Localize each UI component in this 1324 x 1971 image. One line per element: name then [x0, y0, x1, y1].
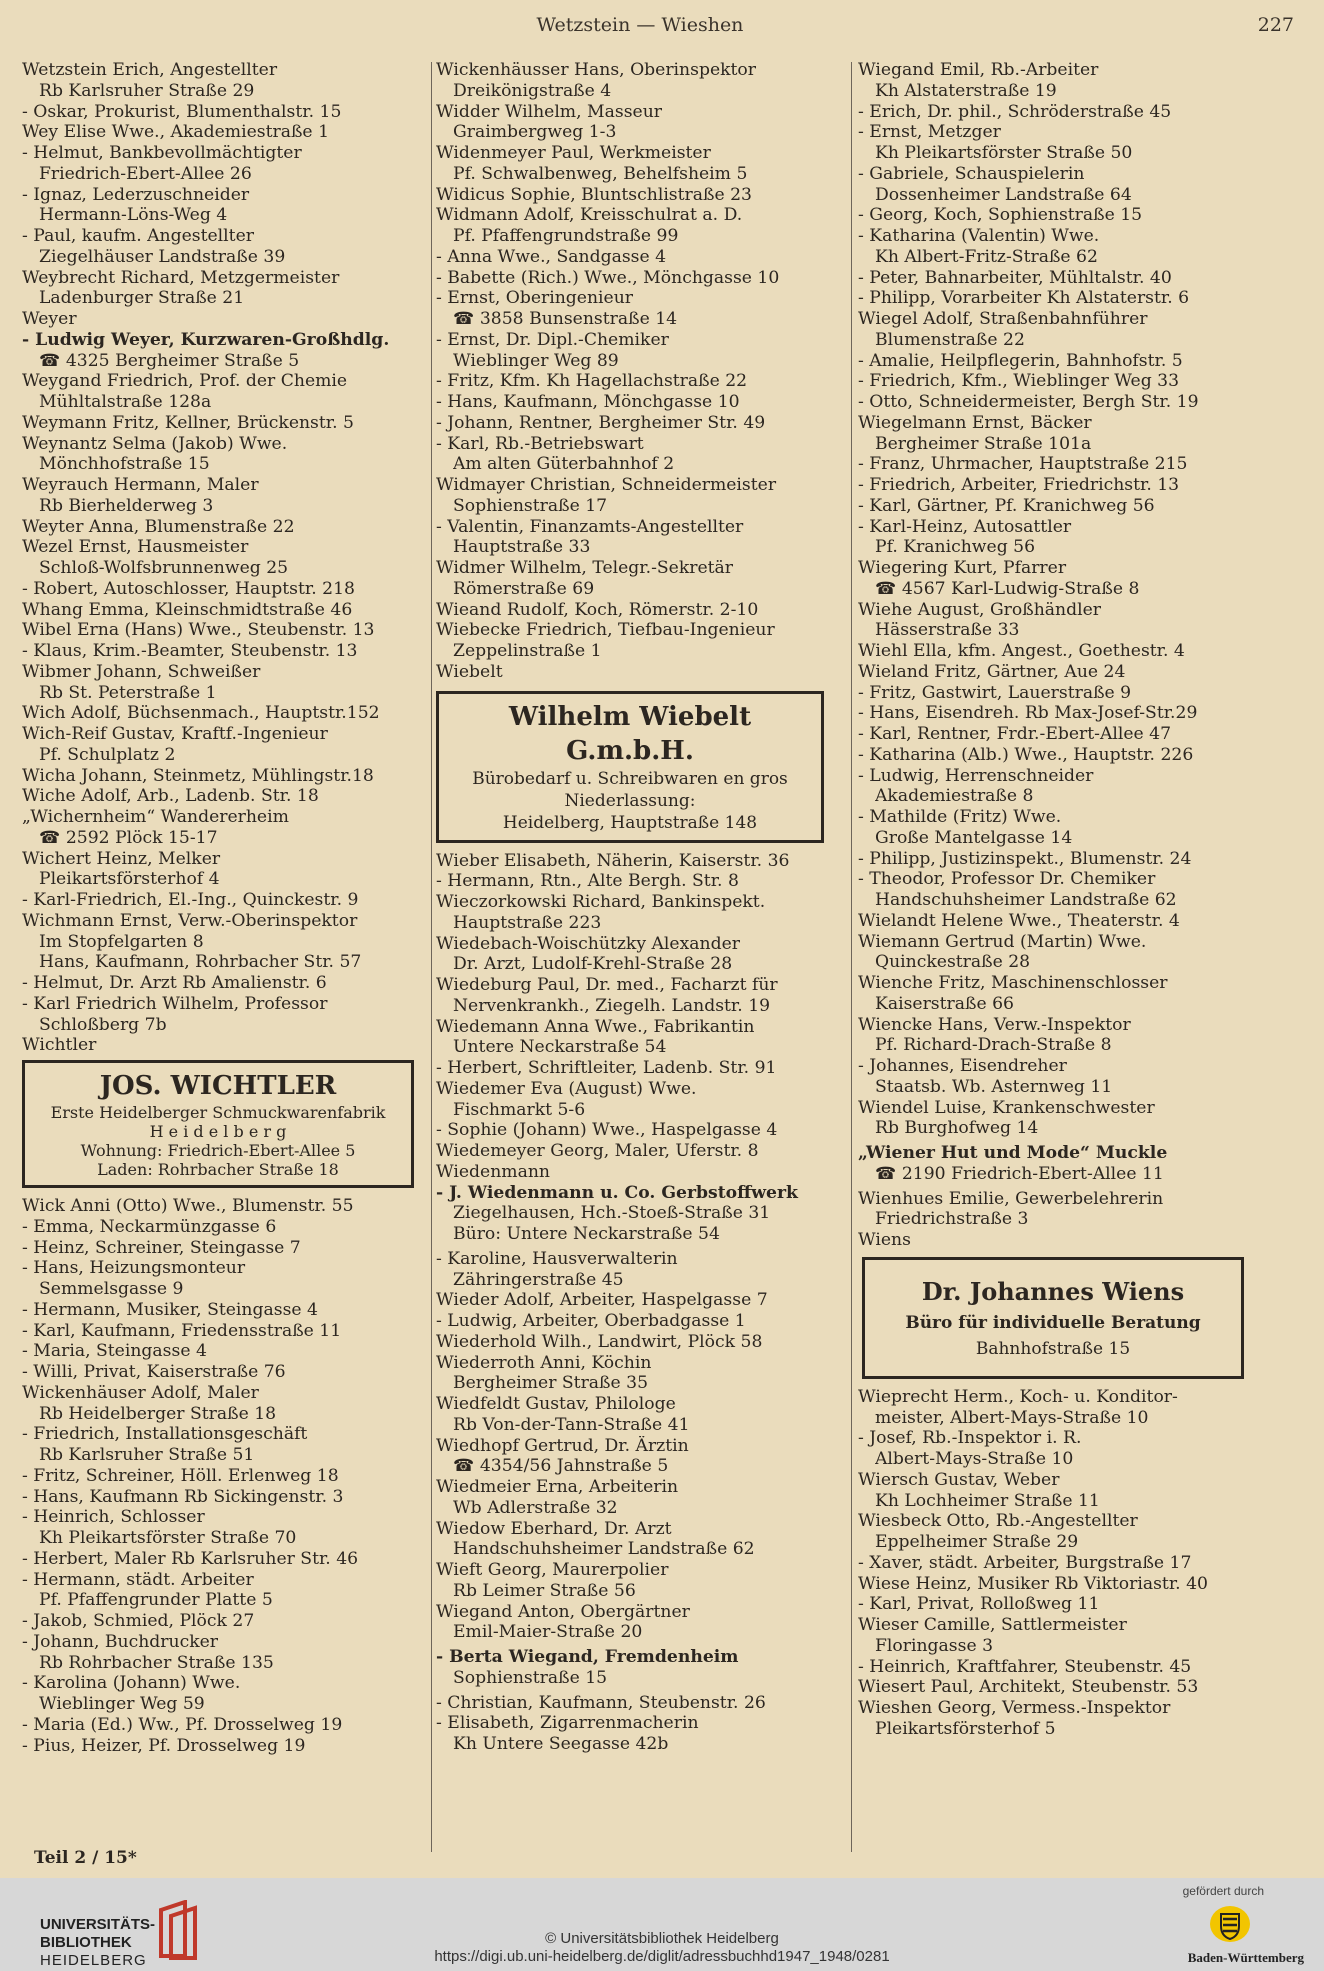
directory-entry: - Karl, Rentner, Frdr.-Ebert-Allee 47 — [858, 724, 1172, 744]
advertisement-line: Laden: Rohrbacher Straße 18 — [97, 1160, 339, 1179]
directory-entry: - Christian, Kaufmann, Steubenstr. 26 — [436, 1692, 766, 1713]
directory-entry: - Johannes, Eisendreher — [858, 1056, 1067, 1076]
advertisement-line: Büro für individuelle Beratung — [905, 1312, 1201, 1333]
directory-entry: Wicha Johann, Steinmetz, Mühlingstr.18 — [22, 765, 374, 786]
directory-entry: Wich-Reif Gustav, Kraftf.-Ingenieur — [22, 724, 328, 744]
directory-entry: - Hans, Kaufmann, Mönchgasse 10 — [436, 392, 740, 412]
directory-entry: Weyer — [22, 309, 77, 329]
directory-entry-continuation: Wieblinger Weg 89 — [453, 350, 619, 371]
section-footnote: Teil 2 / 15* — [34, 1848, 137, 1868]
directory-entry: Wetzstein Erich, Angestellter — [22, 60, 278, 80]
directory-entry: - Hermann, Musiker, Steingasse 4 — [22, 1299, 318, 1320]
directory-entry-continuation: Rb Karlsruher Straße 51 — [39, 1445, 255, 1465]
directory-entry-continuation: ☎ 4567 Karl-Ludwig-Straße 8 — [875, 578, 1140, 599]
directory-entry: - Philipp, Justizinspekt., Blumenstr. 24 — [858, 848, 1192, 869]
directory-entry: Wiegelmann Ernst, Bäcker — [858, 412, 1092, 433]
directory-entry: Wieland Fritz, Gärtner, Aue 24 — [858, 661, 1126, 682]
directory-entry: - Herbert, Maler Rb Karlsruher Str. 46 — [22, 1548, 359, 1569]
directory-entry: Wiendel Luise, Krankenschwester — [858, 1097, 1155, 1118]
directory-entry: Wiersch Gustav, Weber — [858, 1469, 1060, 1490]
directory-entry-continuation: Pf. Pfaffengrunder Platte 5 — [39, 1590, 273, 1611]
directory-entry: - Johann, Buchdrucker — [22, 1631, 219, 1652]
directory-entry: Wiedhopf Gertrud, Dr. Ärztin — [436, 1435, 689, 1456]
directory-entry: - Klaus, Krim.-Beamter, Steubenstr. 13 — [22, 641, 358, 661]
directory-entry-continuation: Kh Pleikartsförster Straße 50 — [875, 143, 1133, 163]
directory-entry: - Karl Friedrich Wilhelm, Professor — [22, 993, 328, 1014]
source-url-link[interactable]: https://digi.ub.uni-heidelberg.de/diglit/adressbuchhd1947_1948/0281 — [434, 1948, 890, 1965]
directory-entry: - Ludwig, Arbeiter, Oberbadgasse 1 — [436, 1311, 746, 1331]
directory-entry: Wichmann Ernst, Verw.-Oberinspektor — [22, 910, 358, 931]
directory-entry-continuation: Zähringerstraße 45 — [453, 1269, 624, 1290]
directory-entry-continuation: Akademiestraße 8 — [875, 786, 1034, 807]
directory-entry: Wienche Fritz, Maschinenschlosser — [858, 973, 1168, 993]
directory-entry: Wickenhäuser Adolf, Maler — [22, 1382, 259, 1403]
directory-entry: - Heinz, Schreiner, Steingasse 7 — [22, 1237, 301, 1258]
directory-entry: Wiedow Eberhard, Dr. Arzt — [436, 1518, 672, 1539]
directory-entry: - Hermann, Rtn., Alte Bergh. Str. 8 — [436, 871, 739, 892]
directory-entry: Wiens — [858, 1230, 911, 1250]
directory-entry-continuation: Pf. Schwalbenweg, Behelfsheim 5 — [453, 163, 748, 184]
directory-entry: Widenmeyer Paul, Werkmeister — [436, 143, 711, 163]
directory-entry: Wieber Elisabeth, Näherin, Kaiserstr. 36 — [436, 850, 790, 871]
directory-entry: - Robert, Autoschlosser, Hauptstr. 218 — [22, 578, 355, 599]
directory-entry-continuation: Hauptstraße 223 — [453, 912, 602, 933]
sponsor-label: gefördert durch — [1182, 1884, 1264, 1898]
directory-entry: Wienhues Emilie, Gewerbelehrerin — [858, 1188, 1164, 1209]
directory-entry-continuation: Pf. Kranichweg 56 — [875, 537, 1036, 558]
directory-entry: Wieczorkowski Richard, Bankinspekt. — [436, 892, 766, 912]
directory-entry: Wiesbeck Otto, Rb.-Angestellter — [858, 1511, 1138, 1532]
directory-entry: - Otto, Schneidermeister, Bergh Str. 19 — [858, 392, 1199, 412]
directory-entry-continuation: Sophienstraße 15 — [453, 1667, 608, 1688]
library-name-line2: BIBLIOTHEK — [40, 1934, 132, 1951]
directory-entry-continuation: ☎ 3858 Bunsenstraße 14 — [453, 309, 678, 329]
directory-entry-continuation: Fischmarkt 5-6 — [453, 1099, 586, 1120]
directory-entry: - Helmut, Bankbevollmächtigter — [22, 143, 302, 163]
directory-entry-continuation: Quinckestraße 28 — [875, 952, 1031, 973]
directory-entry: - Fritz, Gastwirt, Lauerstraße 9 — [858, 682, 1132, 703]
directory-entry: - Ernst, Metzger — [858, 122, 1001, 143]
directory-entry-continuation: Hauptstraße 33 — [453, 537, 591, 558]
directory-entry-continuation: Kh Lochheimer Straße 11 — [875, 1490, 1100, 1511]
directory-entry: Widmann Adolf, Kreisschulrat a. D. — [436, 205, 743, 226]
directory-entry: Widmer Wilhelm, Telegr.-Sekretär — [436, 558, 734, 578]
directory-entry: Wieshen Georg, Vermess.-Inspektor — [858, 1698, 1171, 1718]
directory-entry-continuation: Große Mantelgasse 14 — [875, 827, 1073, 848]
directory-entry: Wieprecht Herm., Koch- u. Konditor- — [858, 1386, 1178, 1407]
directory-entry: - Babette (Rich.) Wwe., Mönchgasse 10 — [436, 267, 780, 288]
directory-entry: - Heinrich, Schlosser — [22, 1507, 205, 1528]
directory-entry: - Ludwig Weyer, Kurzwaren-Großhdlg. — [22, 329, 390, 350]
directory-entry: - Fritz, Kfm. Kh Hagellachstraße 22 — [436, 371, 748, 392]
advertisement-line: Bürobedarf u. Schreibwaren en gros — [472, 768, 788, 789]
directory-entry-continuation: Römerstraße 69 — [453, 578, 595, 599]
directory-entry: Wiederroth Anni, Köchin — [436, 1352, 652, 1373]
directory-entry: - Friedrich, Installationsgeschäft — [22, 1424, 308, 1445]
directory-entry: - Heinrich, Kraftfahrer, Steubenstr. 45 — [858, 1656, 1192, 1677]
advertisement-line: Bahnhofstraße 15 — [975, 1338, 1131, 1359]
directory-entry: Wey Elise Wwe., Akademiestraße 1 — [22, 122, 329, 143]
directory-entry-continuation: Pf. Schulplatz 2 — [39, 744, 176, 765]
page-number: 227 — [1257, 14, 1294, 36]
directory-entry: Wibmer Johann, Schweißer — [22, 661, 261, 682]
directory-entry-continuation: Eppelheimer Straße 29 — [875, 1532, 1079, 1552]
directory-entry-continuation: Hermann-Löns-Weg 4 — [39, 205, 228, 226]
directory-entry: - Pius, Heizer, Pf. Drosselweg 19 — [22, 1735, 306, 1756]
directory-entry-continuation: ☎ 2592 Plöck 15-17 — [39, 827, 218, 848]
directory-entry: - Katharina (Valentin) Wwe. — [858, 226, 1100, 246]
directory-entry-continuation: Dr. Arzt, Ludolf-Krehl-Straße 28 — [453, 954, 733, 975]
directory-entry: - Oskar, Prokurist, Blumenthalstr. 15 — [22, 101, 342, 122]
directory-entry: - Karl, Kaufmann, Friedensstraße 11 — [22, 1320, 342, 1341]
directory-column-2 — [436, 60, 840, 1755]
directory-entry-continuation: Schloßberg 7b — [39, 1014, 167, 1035]
page-header-title: Wetzstein — Wieshen — [536, 14, 744, 36]
column-divider — [431, 62, 432, 1852]
directory-entry-continuation: Pleikartsförsterhof 4 — [39, 869, 220, 890]
directory-entry: - Mathilde (Fritz) Wwe. — [858, 807, 1062, 827]
directory-entry-continuation: Wb Adlerstraße 32 — [453, 1497, 618, 1518]
directory-entry: - Karoline, Hausverwalterin — [436, 1248, 678, 1269]
directory-entry-continuation: Kh Pleikartsförster Straße 70 — [39, 1528, 297, 1548]
directory-entry: Wiemann Gertrud (Martin) Wwe. — [858, 931, 1147, 952]
directory-entry-continuation: Kh Albert-Fritz-Straße 62 — [875, 246, 1098, 267]
directory-entry: Weyrauch Hermann, Maler — [22, 475, 259, 495]
directory-entry: - Maria (Ed.) Ww., Pf. Drosselweg 19 — [22, 1714, 343, 1735]
directory-entry: - Friedrich, Arbeiter, Friedrichstr. 13 — [858, 475, 1180, 495]
directory-entry: - Karl, Privat, Rolloßweg 11 — [858, 1594, 1100, 1615]
directory-entry: - Sophie (Johann) Wwe., Haspelgasse 4 — [436, 1120, 778, 1141]
directory-entry: - Ignaz, Lederzuschneider — [22, 184, 250, 205]
directory-entry-continuation: Emil-Maier-Straße 20 — [453, 1622, 643, 1643]
directory-entry-continuation: ☎ 4325 Bergheimer Straße 5 — [39, 350, 300, 371]
directory-entry: Wieder Adolf, Arbeiter, Haspelgasse 7 — [436, 1290, 768, 1311]
directory-entry-continuation: Im Stopfelgarten 8 — [39, 931, 204, 952]
directory-entry: Weygand Friedrich, Prof. der Chemie — [22, 371, 348, 392]
directory-entry: Wiedeburg Paul, Dr. med., Facharzt für — [436, 975, 778, 995]
directory-entry: Wiehe August, Großhändler — [858, 599, 1101, 620]
directory-entry-continuation: Rb Rohrbacher Straße 135 — [39, 1652, 274, 1673]
directory-entry: - Fritz, Schreiner, Höll. Erlenweg 18 — [22, 1465, 339, 1486]
directory-entry-continuation: Kh Untere Seegasse 42b — [453, 1734, 669, 1754]
directory-entry: Weymann Fritz, Kellner, Brückenstr. 5 — [22, 412, 354, 433]
directory-entry: - Xaver, städt. Arbeiter, Burgstraße 17 — [858, 1552, 1192, 1573]
copyright-text: © Universitätsbibliothek Heidelberg — [545, 1930, 779, 1947]
directory-entry-continuation: Wieblinger Weg 59 — [39, 1694, 205, 1714]
directory-entry-continuation: Staatsb. Wb. Asternweg 11 — [875, 1076, 1113, 1097]
advertisement-line: Wohnung: Friedrich-Ebert-Allee 5 — [80, 1141, 356, 1160]
directory-entry: Weynantz Selma (Jakob) Wwe. — [22, 433, 288, 454]
directory-entry: Wiedenmann — [436, 1161, 550, 1182]
advertisement-box — [22, 1060, 414, 1188]
directory-entry-continuation: Dreikönigstraße 4 — [453, 80, 612, 101]
directory-entry: Wiedfeldt Gustav, Philologe — [436, 1394, 676, 1414]
advertisement-line: H e i d e l b e r g — [149, 1122, 287, 1141]
advertisement-line: Heidelberg, Hauptstraße 148 — [502, 812, 758, 833]
directory-entry-continuation: Zeppelinstraße 1 — [453, 641, 602, 661]
directory-entry: Wiederhold Wilh., Landwirt, Plöck 58 — [436, 1331, 763, 1352]
directory-entry: Wiegel Adolf, Straßenbahnführer — [858, 309, 1148, 329]
directory-entry: Weybrecht Richard, Metzgermeister — [22, 267, 340, 288]
directory-entry-continuation: Schloß-Wolfsbrunnenweg 25 — [39, 558, 289, 578]
directory-entry: - Georg, Koch, Sophienstraße 15 — [858, 205, 1143, 226]
directory-entry: - Katharina (Alb.) Wwe., Hauptstr. 226 — [858, 744, 1194, 765]
directory-entry: - Jakob, Schmied, Plöck 27 — [22, 1611, 255, 1631]
directory-entry-continuation: Albert-Mays-Straße 10 — [875, 1449, 1074, 1469]
directory-entry: Wiedemann Anna Wwe., Fabrikantin — [436, 1016, 755, 1037]
directory-entry-continuation: Rb St. Peterstraße 1 — [39, 682, 217, 703]
advertisement-box — [862, 1257, 1244, 1379]
directory-entry: „Wichernheim“ Wandererheim — [22, 807, 289, 827]
advertisement-title: Wilhelm Wiebelt G.m.b.H. — [508, 701, 752, 766]
directory-entry-continuation: Mühltalstraße 128a — [39, 392, 212, 412]
directory-entry-continuation: Friedrich-Ebert-Allee 26 — [39, 163, 252, 184]
directory-entry: Widicus Sophie, Bluntschlistraße 23 — [436, 184, 752, 205]
directory-entry-continuation: Rb Heidelberger Straße 18 — [39, 1403, 277, 1424]
directory-entry: - Johann, Rentner, Bergheimer Str. 49 — [436, 412, 766, 433]
directory-entry: Wichert Heinz, Melker — [22, 848, 221, 869]
directory-entry: Wiese Heinz, Musiker Rb Viktoriastr. 40 — [858, 1573, 1208, 1594]
directory-entry-continuation: Kh Alstaterstraße 19 — [875, 80, 1057, 101]
directory-entry: - Elisabeth, Zigarrenmacherin — [436, 1713, 699, 1734]
library-name-line3: HEIDELBERG — [40, 1952, 147, 1969]
directory-entry-continuation: Ladenburger Straße 21 — [39, 288, 245, 309]
directory-entry-continuation: Bergheimer Straße 35 — [453, 1373, 649, 1394]
directory-entry: Widmayer Christian, Schneidermeister — [436, 475, 777, 495]
directory-entry: - Maria, Steingasse 4 — [22, 1341, 207, 1362]
directory-entry: - Emma, Neckarmünzgasse 6 — [22, 1216, 277, 1237]
directory-entry: Wiedmeier Erna, Arbeiterin — [436, 1477, 679, 1497]
advertisement-line: Niederlassung: — [564, 790, 696, 811]
directory-entry: - Karl, Gärtner, Pf. Kranichweg 56 — [858, 495, 1155, 516]
directory-entry-continuation: Bergheimer Straße 101a — [875, 433, 1092, 454]
directory-entry-continuation: Büro: Untere Neckarstraße 54 — [453, 1224, 720, 1244]
directory-entry-continuation: Untere Neckarstraße 54 — [453, 1037, 667, 1058]
column-divider — [851, 62, 852, 1852]
directory-entry: - Franz, Uhrmacher, Hauptstraße 215 — [858, 454, 1188, 475]
directory-entry: Wiencke Hans, Verw.-Inspektor — [858, 1014, 1131, 1035]
directory-entry: - Peter, Bahnarbeiter, Mühltalstr. 40 — [858, 267, 1172, 288]
directory-entry-continuation: Blumenstraße 22 — [875, 329, 1025, 350]
directory-entry: Wezel Ernst, Hausmeister — [22, 537, 249, 558]
directory-entry: - Anna Wwe., Sandgasse 4 — [436, 246, 667, 267]
directory-entry: - Hermann, städt. Arbeiter — [22, 1569, 254, 1590]
directory-entry: - Amalie, Heilpflegerin, Bahnhofstr. 5 — [858, 350, 1183, 371]
directory-entry-continuation: Am alten Güterbahnhof 2 — [453, 454, 675, 475]
library-name-line1: UNIVERSITÄTS- — [40, 1916, 156, 1933]
directory-entry: - Gabriele, Schauspielerin — [858, 163, 1085, 184]
sponsor-name: Baden-Württemberg — [1187, 1950, 1304, 1965]
directory-entry: „Wiener Hut und Mode“ Muckle — [858, 1143, 1168, 1163]
directory-entry-continuation: meister, Albert-Mays-Straße 10 — [875, 1407, 1149, 1428]
directory-entry: - J. Wiedenmann u. Co. Gerbstoffwerk — [436, 1182, 798, 1203]
directory-entry: Wiegand Emil, Rb.-Arbeiter — [858, 60, 1099, 80]
directory-entry: Wieft Georg, Maurerpolier — [436, 1560, 669, 1580]
directory-entry: Wiedebach-Woischützky Alexander — [436, 933, 740, 954]
directory-entry-continuation: Sophienstraße 17 — [453, 495, 608, 516]
directory-entry: - Ernst, Dr. Dipl.-Chemiker — [436, 329, 669, 350]
directory-entry-continuation: Ziegelhausen, Hch.-Stoeß-Straße 31 — [453, 1203, 771, 1224]
directory-entry-continuation: Semmelsgasse 9 — [39, 1279, 184, 1299]
directory-entry-continuation: Rb Leimer Straße 56 — [453, 1580, 636, 1601]
directory-entry: - Philipp, Vorarbeiter Kh Alstaterstr. 6 — [858, 288, 1190, 309]
directory-entry: Wiegering Kurt, Pfarrer — [858, 558, 1067, 578]
directory-column-3 — [858, 60, 1264, 1740]
directory-entry: Wiche Adolf, Arb., Ladenb. Str. 18 — [22, 786, 319, 807]
advertisement-box — [436, 691, 824, 843]
directory-entry: Wiedemeyer Georg, Maler, Uferstr. 8 — [436, 1141, 759, 1161]
directory-column-1 — [22, 60, 422, 1756]
directory-entry-continuation: Rb Von-der-Tann-Straße 41 — [453, 1414, 690, 1435]
directory-entry: Whang Emma, Kleinschmidtstraße 46 — [22, 599, 353, 620]
directory-entry-continuation: Handschuhsheimer Landstraße 62 — [875, 890, 1177, 910]
directory-entry: Wiebecke Friedrich, Tiefbau-Ingenieur — [436, 620, 775, 641]
directory-entry: - Hans, Kaufmann Rb Sickingenstr. 3 — [22, 1486, 344, 1507]
directory-entry: Wiesert Paul, Architekt, Steubenstr. 53 — [858, 1677, 1199, 1698]
directory-entry-continuation: Mönchhofstraße 15 — [39, 454, 210, 475]
directory-entry-continuation: Pleikartsförsterhof 5 — [875, 1718, 1056, 1739]
directory-entry-continuation: Pf. Richard-Drach-Straße 8 — [875, 1035, 1112, 1056]
directory-entry: - Friedrich, Kfm., Wieblinger Weg 33 — [858, 371, 1180, 392]
directory-entry: Weyter Anna, Blumenstraße 22 — [22, 516, 295, 537]
baden-wuerttemberg-crest-icon — [1208, 1902, 1252, 1946]
directory-entry: Widder Wilhelm, Masseur — [436, 101, 662, 122]
directory-entry-continuation: ☎ 4354/56 Jahnstraße 5 — [453, 1456, 669, 1477]
directory-entry: Wickenhäusser Hans, Oberinspektor — [436, 60, 756, 80]
directory-entry: - Josef, Rb.-Inspektor i. R. — [858, 1428, 1082, 1449]
directory-entry: - Paul, kaufm. Angestellter — [22, 226, 254, 246]
directory-entry: Wiebelt — [436, 661, 503, 682]
directory-entry-continuation: Pf. Pfaffengrundstraße 99 — [453, 226, 679, 246]
directory-entry-continuation: Rb Karlsruher Straße 29 — [39, 80, 255, 101]
footer-bar — [0, 1878, 1324, 1971]
advertisement-line: Erste Heidelberger Schmuckwarenfabrik — [50, 1103, 386, 1122]
directory-entry: Wichtler — [22, 1035, 97, 1056]
directory-entry-continuation: Hans, Kaufmann, Rohrbacher Str. 57 — [39, 952, 362, 973]
directory-entry: - Hans, Eisendreh. Rb Max-Josef-Str.29 — [858, 703, 1198, 724]
directory-entry: - Theodor, Professor Dr. Chemiker — [858, 869, 1156, 890]
directory-entry: - Karolina (Johann) Wwe. — [22, 1673, 241, 1694]
directory-entry-continuation: ☎ 2190 Friedrich-Ebert-Allee 11 — [875, 1163, 1164, 1184]
directory-entry-continuation: Graimbergweg 1-3 — [453, 122, 617, 143]
directory-entry-continuation: Dossenheimer Landstraße 64 — [875, 184, 1132, 205]
directory-entry-continuation: Ziegelhäuser Landstraße 39 — [39, 246, 286, 267]
directory-entry: - Karl-Heinz, Autosattler — [858, 516, 1072, 537]
directory-entry: - Helmut, Dr. Arzt Rb Amalienstr. 6 — [22, 973, 327, 993]
directory-entry: Wieser Camille, Sattlermeister — [858, 1615, 1127, 1635]
directory-entry: Wich Adolf, Büchsenmach., Hauptstr.152 — [22, 703, 380, 724]
directory-entry: Wick Anni (Otto) Wwe., Blumenstr. 55 — [22, 1196, 354, 1216]
directory-entry-continuation: Rb Burghofweg 14 — [875, 1118, 1039, 1139]
directory-entry-continuation: Handschuhsheimer Landstraße 62 — [453, 1539, 755, 1560]
directory-entry: Wielandt Helene Wwe., Theaterstr. 4 — [858, 910, 1180, 931]
directory-entry: Wiehl Ella, kfm. Angest., Goethestr. 4 — [858, 641, 1185, 661]
directory-entry: Wiegand Anton, Obergärtner — [436, 1601, 690, 1622]
directory-entry-continuation: Friedrichstraße 3 — [875, 1209, 1029, 1230]
directory-entry-continuation: Hässerstraße 33 — [875, 620, 1020, 641]
directory-entry: - Ludwig, Herrenschneider — [858, 765, 1094, 786]
directory-entry: - Herbert, Schriftleiter, Ladenb. Str. 91 — [436, 1058, 777, 1078]
directory-entry: - Erich, Dr. phil., Schröderstraße 45 — [858, 101, 1172, 122]
directory-entry: - Karl-Friedrich, El.-Ing., Quinckestr. 9 — [22, 890, 359, 910]
directory-entry: - Valentin, Finanzamts-Angestellter — [436, 516, 744, 537]
directory-entry: - Karl, Rb.-Betriebswart — [436, 433, 644, 454]
directory-entry-continuation: Floringasse 3 — [875, 1635, 994, 1656]
advertisement-title: Dr. Johannes Wiens — [921, 1276, 1185, 1306]
directory-entry-continuation: Kaiserstraße 66 — [875, 993, 1014, 1014]
directory-entry: Wiedemer Eva (August) Wwe. — [436, 1078, 697, 1099]
directory-entry: Wibel Erna (Hans) Wwe., Steubenstr. 13 — [22, 620, 375, 641]
directory-entry: - Hans, Heizungsmonteur — [22, 1258, 246, 1279]
directory-entry: Wieand Rudolf, Koch, Römerstr. 2-10 — [436, 599, 759, 620]
advertisement-title: JOS. WICHTLER — [99, 1071, 337, 1101]
directory-entry-continuation: Rb Bierhelderweg 3 — [39, 495, 214, 516]
directory-entry-continuation: Nervenkrankh., Ziegelh. Landstr. 19 — [453, 995, 771, 1016]
directory-entry: - Willi, Privat, Kaiserstraße 76 — [22, 1362, 286, 1382]
directory-entry: - Berta Wiegand, Fremdenheim — [436, 1647, 739, 1667]
directory-entry: - Ernst, Oberingenieur — [436, 288, 634, 309]
